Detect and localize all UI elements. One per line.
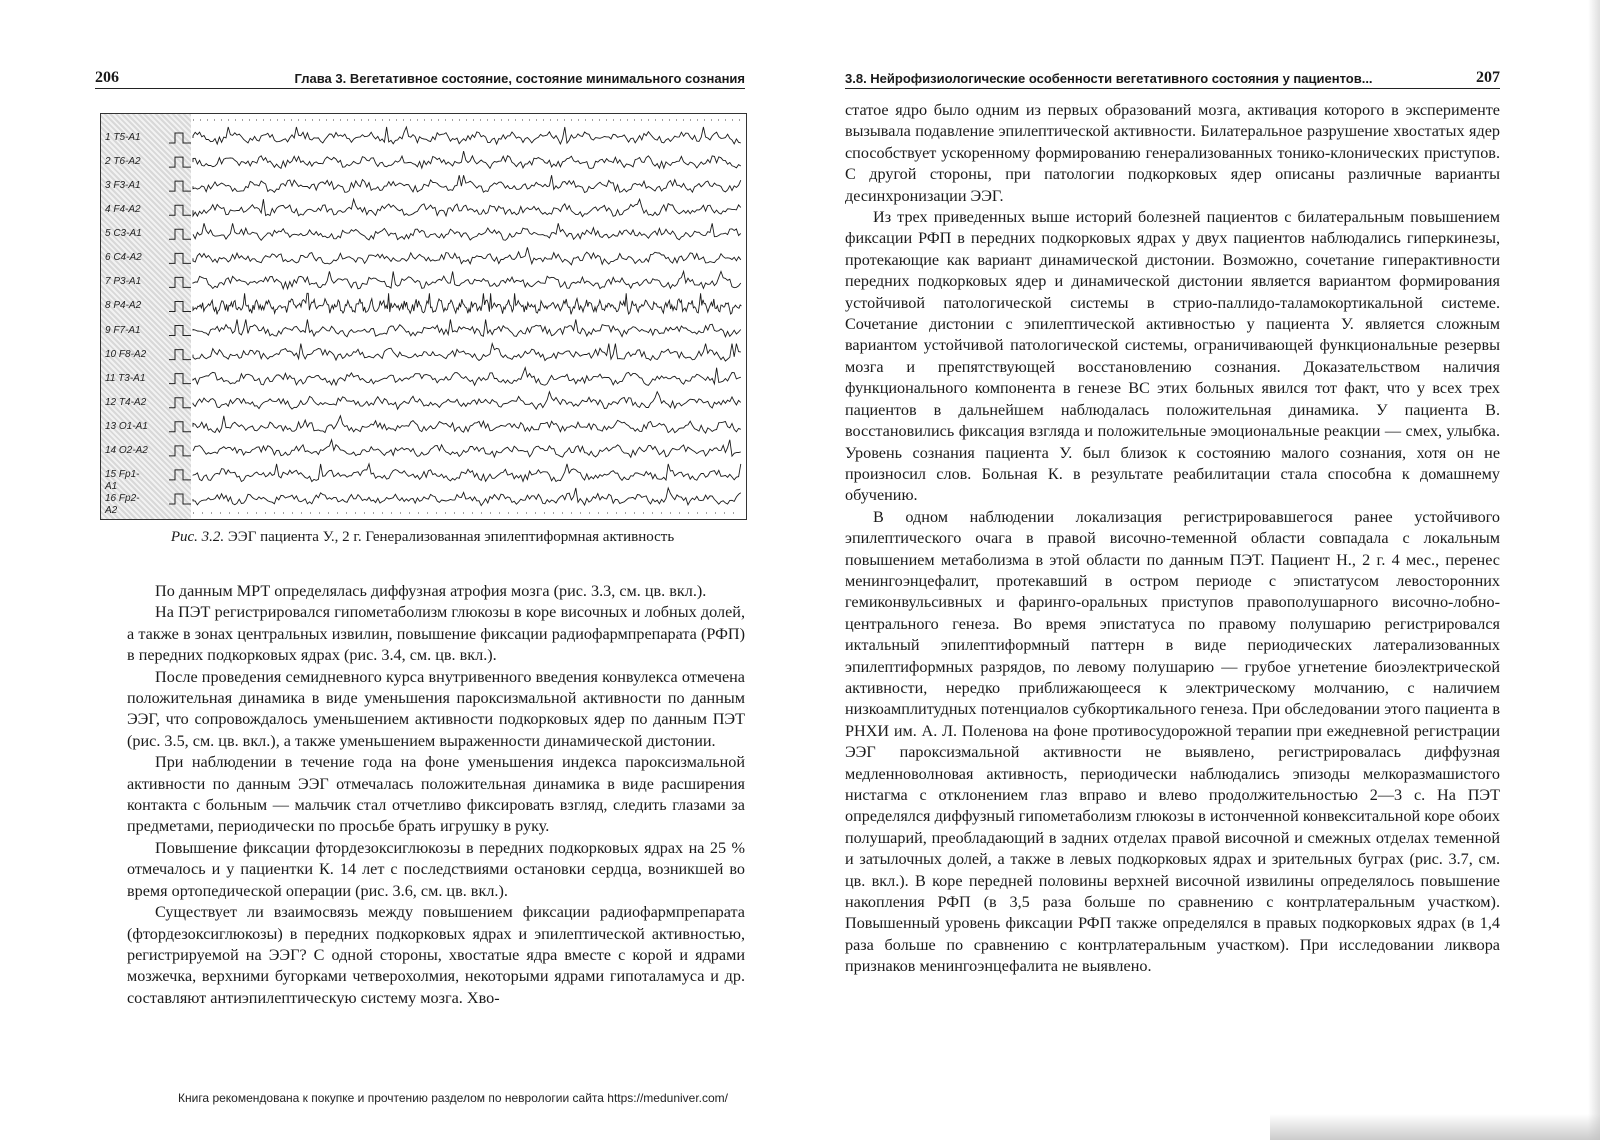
eeg-trace (193, 293, 741, 314)
figure-caption (100, 529, 745, 546)
eeg-trace (193, 175, 741, 192)
eeg-trace (193, 344, 741, 361)
calibration-mark (169, 350, 191, 360)
paragraph: Существует ли взаимосвязь между повышением фиксации радиофармпрепарата (фтордезоксиглюкозы) в передних подкорковых ядрах и эпилептической активностью, регистрируемой на ЭЭГ? С одной стороны, хвостатые ядра вместе с корой и ядрами мозжечка, верхними бугорками четверохолмия, некоторыми ядрами гипоталамуса и др. составляют антиэпилептическую систему мозга. Хво- (127, 903, 745, 1007)
eeg-figure (100, 113, 747, 520)
left-running-head (95, 68, 745, 89)
calibration-mark (169, 422, 191, 432)
eeg-channel-label: 16 Fp2-A2 (105, 492, 140, 516)
eeg-channel-label: 14 O2-A2 (105, 444, 148, 456)
right-running-head (845, 68, 1500, 89)
calibration-mark (169, 277, 191, 287)
eeg-traces (101, 114, 746, 519)
eeg-trace (193, 271, 741, 288)
eeg-trace (193, 368, 741, 386)
left-page-number: 206 (95, 69, 119, 86)
paragraph: После проведения семидневного курса внутривенного введения конвулекса отмечена положительная динамика в виде уменьшения пароксизмальной активности по данным ЭЭГ, что сопровождалось уменьшением активности подкорковых ядер по данным ПЭТ (рис. 3.5, см. цв. вкл.), а также уменьшением выраженности динамической дистонии. (127, 667, 745, 750)
eeg-channel-label: 10 F8-A2 (105, 348, 147, 360)
eeg-trace (193, 223, 741, 240)
eeg-channel-label: 7 P3-A1 (105, 276, 142, 288)
eeg-channel-label: 13 O1-A1 (105, 420, 148, 432)
scan-edge-shadow-right (1588, 0, 1600, 1140)
calibration-mark (169, 229, 191, 239)
calibration-mark (169, 398, 191, 408)
calibration-mark (169, 446, 191, 456)
eeg-channel-label: 9 F7-A1 (105, 324, 141, 336)
paragraph: В одном наблюдении локализация регистрировавшегося ранее устойчивого эпилептического очага в правой височно-теменной области совпадала с локальным повышением метаболизма в этой области по данным ПЭТ. Пациент Н., 2 г. 4 мес., перенес менингоэнцефалит, протекавший в остром периоде с эпистатусом левосторонних гемиконвульсивных и фаринго-оральных приступов правополушарного височно-лобно-центрального генеза. Во время эпистатуса по правому полушарию регистрировался иктальный эпилептиформный паттерн в виде периодических латерализованных эпилептиформных разрядов, по левому полушарию — грубое угнетение биоэлектрической активности, нередко приближающееся к электрическому молчанию, с наличием низкоамплитудных потенциалов субкортикального генеза. При обследовании этого пациента в РНХИ им. А. Л. Поленова на фоне противосудорожной терапии при ежедневной регистрации ЭЭГ пароксизмальной активности не выявлено, регистрировалась диффузная медленноволновая активность, периодически наблюдались эпизоды мелкоразмашистого нистагма с отклонением глаз вправо и влево продолжительностью 2—3 с. На ПЭТ определялся диффузный гипометаболизм глюкозы в истонченной конвекситальной коре обоих полушарий, преобладающий в задних отделах правой височной и смежных отделах теменной и затылочных долей, а также в левых подкорковых ядрах и зрительных буграх (рис. 3.7, см. цв. вкл.). В коре передней половины верхней височной извилины определялось повышение накопления РФП (в 3,5 раза больше по сравнению с контрлатеральным участком). Повышенный уровень фиксации РФП также определялся в правых подкорковых ядрах (в 1,4 раза больше по сравнению с контрлатеральным участком). При исследовании ликвора признаков менингоэнцефалита не выявлено. (845, 507, 1500, 976)
eeg-trace (193, 392, 741, 410)
left-body-text (127, 581, 745, 1009)
figure-caption-text: ЭЭГ пациента У., 2 г. Генерализованная эпилептиформная активность (224, 529, 675, 545)
paragraph: Из трех приведенных выше историй болезней пациентов с билатеральным повышением фиксации РФП в передних подкорковых ядрах у двух пациентов наблюдались гиперкинезы, протекающие как вариант динамической дистонии. Возможно, сочетание гиперактивности передних подкорковых ядер и динамической дистонии является вариантом формирования устойчивой патологической системы в стрио-паллидо-таламокортикальной системе. Сочетание дистонии с эпилептической активностью у пациента У. является сложным вариантом устойчивой патологической системы, ограничивающей функциональные резервы мозга и препятствующей восстановлению сознания. Доказательством наличия функционального компонента в генезе ВС этих больных явился тот факт, что у всех трех пациентов в дальнейшем наблюдалась положительная динамика. У пациента В. восстановились фиксация взгляда и положительные эмоциональные реакции — смех, улыбка. Уровень сознания пациента У. был близок к состоянию малого сознания, хотя он не произносил слов. Больная К. в результате реабилитации стала способна к домашнему обучению. (845, 208, 1500, 505)
figure-caption-id: Рис. 3.2. (170, 529, 225, 545)
eeg-channel-label: 2 T6-A2 (105, 156, 141, 168)
eeg-channel-label: 4 F4-A2 (105, 204, 141, 216)
eeg-trace (193, 320, 741, 337)
eeg-trace (193, 151, 741, 168)
calibration-mark (169, 157, 191, 167)
right-page (790, 0, 1600, 1140)
eeg-channel-label: 11 T3-A1 (105, 372, 146, 384)
left-running-title: Глава 3. Вегетативное состояние, состояние минимального сознания (294, 70, 745, 86)
footer-note: Книга рекомендована к покупке и прочтению разделом по неврологии сайта https://meduniver.com/ (178, 1091, 729, 1105)
calibration-mark (169, 301, 191, 311)
eeg-channel-label: 15 Fp1-A1 (105, 468, 140, 492)
eeg-trace (193, 488, 741, 506)
left-page (0, 0, 790, 1140)
calibration-mark (169, 374, 191, 384)
calibration-mark (169, 253, 191, 263)
calibration-mark (169, 181, 191, 191)
scan-edge-shadow (1270, 1114, 1600, 1140)
eeg-channel-label: 6 C4-A2 (105, 252, 142, 264)
eeg-trace (193, 440, 741, 458)
paragraph: По данным МРТ определялась диффузная атрофия мозга (рис. 3.3, см. цв. вкл.). (155, 582, 707, 600)
calibration-mark (169, 470, 191, 480)
calibration-mark (169, 326, 191, 336)
calibration-mark (169, 205, 191, 215)
eeg-trace (193, 247, 741, 264)
eeg-trace (193, 416, 741, 433)
right-page-number: 207 (1476, 69, 1500, 86)
eeg-channel-label: 3 F3-A1 (105, 180, 141, 192)
eeg-trace (193, 127, 741, 144)
calibration-mark (169, 133, 191, 143)
paragraph: На ПЭТ регистрировался гипометаболизм глюкозы в коре височных и лобных долей, а также в зонах центральных извилин, повышение фиксации радиофармпрепарата (РФП) в передних подкорковых ядрах (рис. 3.4, см. цв. вкл.). (127, 603, 745, 665)
eeg-channel-label: 5 C3-A1 (105, 228, 142, 240)
paragraph: статое ядро было одним из первых образований мозга, активация которого в эксперименте вызывала подавление эпилептической активности. Билатеральное разрушение хвостатых ядер способствует ускоренному формированию генерализованных тонико-клонических приступов. С другой стороны, при патологии подкорковых ядер описаны различные варианты десинхронизации ЭЭГ. (845, 101, 1500, 205)
eeg-channel-label: 1 T5-A1 (105, 132, 141, 144)
eeg-trace (193, 199, 741, 216)
calibration-mark (169, 494, 191, 504)
paragraph: Повышение фиксации фтордезоксиглюкозы в передних подкорковых ядрах на 25 % отмечалось и у пациентки К. 14 лет с последствиями остановки сердца, возникшей во время ортопедической операции (рис. 3.6, см. цв. вкл.). (127, 838, 745, 900)
eeg-trace (193, 464, 741, 482)
eeg-channel-label: 8 P4-A2 (105, 300, 142, 312)
right-running-title: 3.8. Нейрофизиологические особенности вегетативного состояния у пациентов... (845, 70, 1373, 86)
paragraph: При наблюдении в течение года на фоне уменьшения индекса пароксизмальной активности по данным ЭЭГ отмечалась положительная динамика в виде расширения контакта с больным — мальчик стал отчетливо фиксировать взгляд, следить глазами за предметами, периодически по просьбе брать игрушку в руку. (127, 753, 745, 836)
eeg-channel-label: 12 T4-A2 (105, 396, 147, 408)
right-body-text (845, 100, 1500, 978)
